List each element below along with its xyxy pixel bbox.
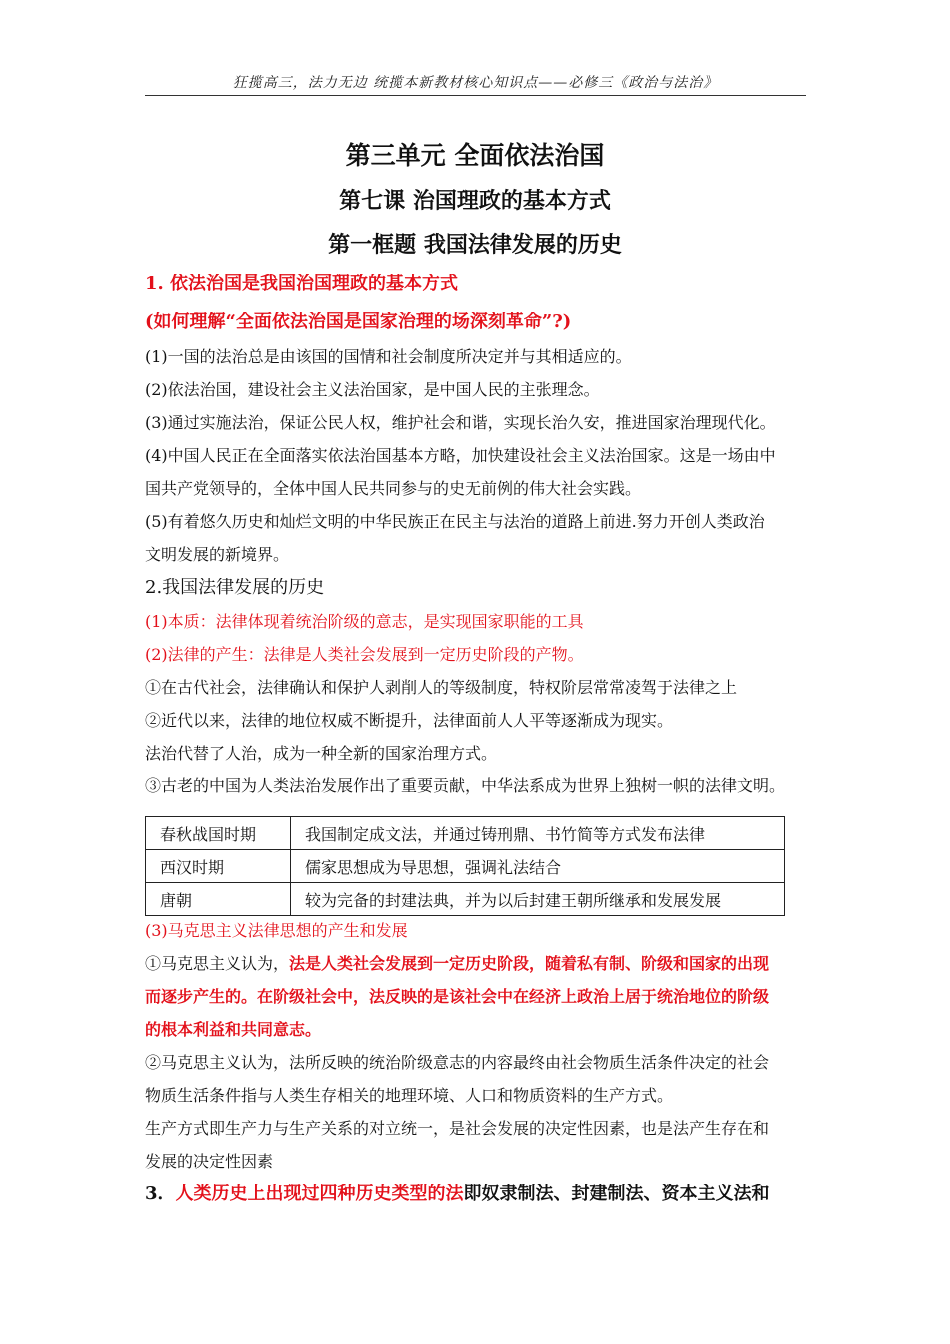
section2-line: ③古老的中国为人类法治发展作出了重要贡献，中华法系成为世界上独树一帜的法律文明。 bbox=[145, 776, 786, 795]
section2-line: ②近代以来，法律的地位权威不断提升，法律面前人人平等逐渐成为现实。 bbox=[145, 711, 674, 730]
section1-question: (如何理解“全面依法治国是国家治理的场深刻革命”?) bbox=[145, 312, 572, 332]
section2-red-line: (2)法律的产生：法律是人类社会发展到一定历史阶段的产物。 bbox=[145, 645, 584, 664]
section2-line: ①在古代社会，法律确认和保护人剥削人的等级制度，特权阶层常常凌驾于法律之上 bbox=[145, 678, 738, 697]
section1-line: 国共产党领导的，全体中国人民共同参与的史无前例的伟大社会实践。 bbox=[145, 479, 642, 498]
lesson-title: 第七课 治国理政的基本方式 bbox=[339, 189, 611, 214]
section1-line: (1)一国的法治总是由该国的国情和社会制度所决定并与其相适应的。 bbox=[145, 347, 632, 366]
section2-heading: 2.我国法律发展的历史 bbox=[145, 578, 325, 598]
section1-line: (5)有着悠久历史和灿烂文明的中华民族正在民主与法治的道路上前进.努力开创人类政治 bbox=[145, 512, 765, 531]
marx2-line: 发展的决定性因素 bbox=[145, 1152, 274, 1171]
unit-title: 第三单元 全面依法治国 bbox=[345, 141, 605, 170]
table-cell-period: 唐朝 bbox=[146, 883, 291, 916]
section3-number: 3． bbox=[145, 1184, 176, 1204]
section3-line bbox=[145, 1184, 815, 1204]
history-table bbox=[145, 816, 785, 916]
table-cell-desc: 我国制定成文法，并通过铸刑鼎、书竹简等方式发布法律 bbox=[291, 817, 785, 850]
table-cell-desc: 较为完备的封建法典，并为以后封建王朝所继承和发展发展 bbox=[291, 883, 785, 916]
section1-line: (2)依法治国，建设社会主义法治国家，是中国人民的主张理念。 bbox=[145, 380, 600, 399]
section3-rest-text: 即奴隶制法、封建制法、资本主义法和 bbox=[463, 1184, 770, 1204]
marx-line-1 bbox=[145, 954, 815, 974]
table-row bbox=[146, 817, 785, 850]
page-header: 狂揽高三，法力无边 统揽本新教材核心知识点——必修三《政治与法治》 bbox=[232, 75, 719, 91]
section1-line: 文明发展的新境界。 bbox=[145, 545, 290, 564]
section3-red-text: 人类历史上出现过四种历史类型的法 bbox=[175, 1184, 464, 1204]
section1-line: (4)中国人民正在全面落实依法治国基本方略，加快建设社会主义法治国家。这是一场由中 bbox=[145, 446, 776, 465]
table-row bbox=[146, 883, 785, 916]
marx2-line: 生产方式即生产力与生产关系的对立统一，是社会发展的决定性因素，也是法产生存在和 bbox=[145, 1119, 770, 1138]
marx-prefix: ①马克思主义认为， bbox=[145, 954, 290, 973]
marx-red-line: 的根本利益和共同意志。 bbox=[145, 1020, 322, 1039]
marx-heading: (3)马克思主义法律思想的产生和发展 bbox=[145, 921, 408, 940]
table-cell-desc: 儒家思想成为导思想，强调礼法结合 bbox=[291, 850, 785, 883]
table-cell-period: 西汉时期 bbox=[146, 850, 291, 883]
marx-red-text: 法是人类社会发展到一定历史阶段，随着私有制、阶级和国家的出现 bbox=[289, 954, 770, 973]
table-cell-period: 春秋战国时期 bbox=[146, 817, 291, 850]
section2-line: 法治代替了人治，成为一种全新的国家治理方式。 bbox=[145, 744, 498, 763]
section2-red-line: (1)本质：法律体现着统治阶级的意志，是实现国家职能的工具 bbox=[145, 612, 584, 631]
table-row bbox=[146, 850, 785, 883]
section1-heading: 1. 依法治国是我国治国理政的基本方式 bbox=[145, 274, 459, 294]
section1-line: (3)通过实施法治，保证公民人权，维护社会和谐，实现长治久安，推进国家治理现代化。 bbox=[145, 413, 776, 432]
marx2-line: 物质生活条件指与人类生存相关的地理环境、人口和物质资料的生产方式。 bbox=[145, 1086, 674, 1105]
header-rule bbox=[145, 95, 806, 96]
marx2-line: ②马克思主义认为，法所反映的统治阶级意志的内容最终由社会物质生活条件决定的社会 bbox=[145, 1053, 770, 1072]
frame-title: 第一框题 我国法律发展的历史 bbox=[328, 233, 622, 258]
marx-red-line: 而逐步产生的。在阶级社会中，法反映的是该社会中在经济上政治上居于统治地位的阶级 bbox=[145, 987, 770, 1006]
